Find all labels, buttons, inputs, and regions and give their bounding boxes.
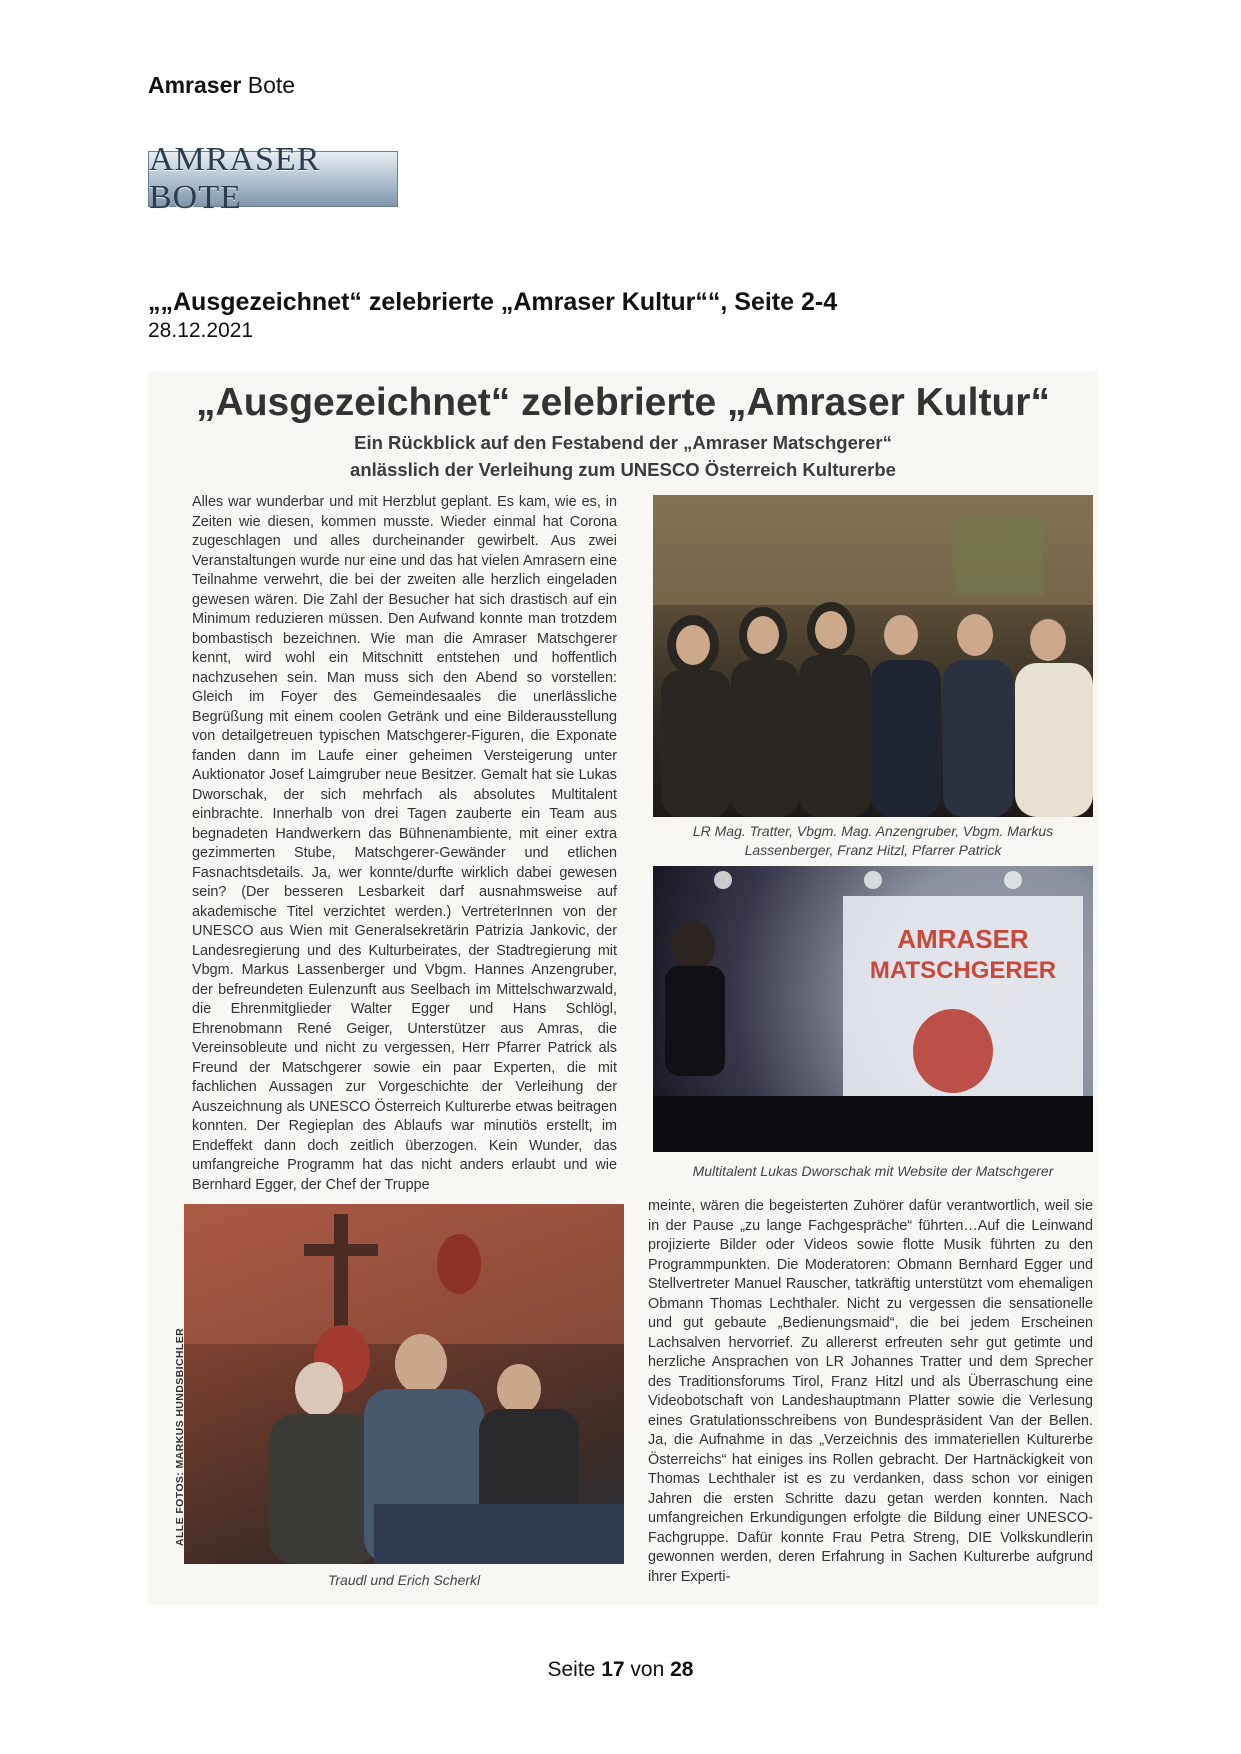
photo-interview xyxy=(184,1204,624,1564)
article-column-2: meinte, wären die begeisterten Zuhörer dafür verantwortlich, weil sie in der Pause „zu lange Fachgespräche“ führten…Auf die Leinwand projizierte Bilder oder Videos sowie flotte Musik führten zu den Programmpunkten. Die Moderatoren: Obmann Bernhard Egger und Stellvertreter Manuel Rauscher, tatkräftig unterstützt vom ehemaligen Obmann Thomas Lechthaler. Nicht zu vergessen die sensationelle und gut gebaute „Bedienungsmaid“, die bei jedem Erscheinen Lachsalven hervorrief. Zu allererst erfreuten sehr gut getimte und herzliche Ansprachen von LR Johannes Tratter und dem Sprecher des Traditionsforums Tirol, Franz Hitzl und als Überraschung eine Videobotschaft von Landeshauptmann Platter sowie die Verlesung eines Gratulationsschreibens von Bundespräsident Van der Bellen. Ja, die Aufnahme in das „Verzeichnis des immateriellen Kulturerbe Österreichs“ hat einiges ins Rollen gebracht. Der Hartnäckigkeit von Thomas Lechthaler ist es zu verdanken, dass schon vor einigen Jahren die ersten Schritte dazu getan werden konnten. Nach umfangreichen Erkundigungen erfolgte die Bildung einer UNESCO-Fachgruppe. Dafür konnte Frau Petra Streng, DIE Volkskundlerin gewonnen werden, deren Erfahrung in Sachen Kulturerbe aufgrund ihrer Experti- xyxy=(648,1198,1093,1585)
footer-middle: von xyxy=(630,1658,665,1681)
interview-illustration xyxy=(184,1204,624,1564)
footer-total-pages: 28 xyxy=(670,1658,694,1681)
subheading-line-1: Ein Rückblick auf den Festabend der „Amraser Matschgerer“ xyxy=(354,432,892,453)
article-column-1: Alles war wunderbar und mit Herzblut geplant. Es kam, wie es, in Zeiten wie diesen, kommen musste. Wieder einmal hat Corona zugeschlagen und alles durcheinander gewirbelt. Aus zwei Veranstaltungen wurde nur eine und das hat vielen Amrasern eine Teilnahme verwehrt, die bei der zweiten alle herzlich eingeladen gewesen wären. Die Zahl der Besucher hat sich drastisch auf ein Minimum reduzieren müssen. Den Aufwand konnte man trotzdem bombastisch bezeichnen. Wie man die Amraser Matschgerer kennt, wird wohl ein Mitschnitt entstehen und hoffentlich nachzusehen sein. Man muss sich den Abend so vorstellen: Gleich im Foyer des Gemeindesaales die unerlässliche Begrüßung mit einem coolen Getränk und eine Bilderausstellung von detailgetreuen typischen Matschgerer-Figuren, die Exponate fanden dann im Laufe einer geheimen Versteigerung unter Auktionator Josef Laimgruber neue Besitzer. Gemalt hat sie Lukas Dworschak, der sich mehrfach als absolutes Multitalent einbrachte. Innerhalb von drei Tagen zauberte ein Team aus begnadeten Handwerkern das Bühnenambiente, mit einer extra gezimmerten Stube, Matschgerer-Gewänder und etlichen Fasnachtsdetails. Ja, wer konnte/durfte wirklich dabei gewesen sein? (Der besseren Lesbarkeit darf ausnahmsweise auf akademische Titel verzichtet werden.) VertreterInnen von der UNESCO aus Wien mit Generalsekretärin Patrizia Jankovic, der Landesregierung und des Kulturbeirates, der Stadtregierung mit Vbgm. Markus Lassenberger und Vbgm. Hannes Anzengruber, der befreundeten Eulenzunft aus Seelbach im Mittelschwarzwald, die Ehrenmitglieder Walter Egger und Hans Schlögl, Ehrenobmann René Geiger, Unterstützer aus Amras, die Vereinsobleute und nicht zu vergessen, Herr Pfarrer Patrick als Freund der Matschgerer sowie ein paar Experten, die mit fachlichen Aussagen zur Vorgeschichte der Verleihung der Auszeichnung als UNESCO Österreich Kulturerbe etwas beitragen konnten. Der Regieplan des Ablaufs war minutiös erstellt, im Endeffekt dann doch zeitlich überzogen. Kein Wunder, das umfangreiche Programm hat das nicht anders erlaubt und wie Bernhard Egger, der Chef der Truppe xyxy=(192,494,617,1193)
article-subheading xyxy=(148,429,1098,483)
article-headline: „Ausgezeichnet“ zelebrierte „Amraser Kultur“ xyxy=(196,381,1050,424)
page-footer xyxy=(0,1658,1241,1682)
caption-interview: Traudl und Erich Scherkl xyxy=(327,1572,481,1588)
footer-prefix: Seite xyxy=(547,1658,596,1681)
footer-page-number: 17 xyxy=(601,1658,625,1681)
photo-stage xyxy=(653,866,1093,1152)
logo-text: AMRASER BOTE xyxy=(149,141,321,216)
screen-text-line-2: MATSCHGERER xyxy=(869,957,1057,984)
caption-audience-line-1: LR Mag. Tratter, Vbgm. Mag. Anzengruber, Vbgm. Markus xyxy=(692,823,1054,839)
publication-name-bold: Amraser xyxy=(148,72,242,98)
stage-illustration xyxy=(653,866,1093,1152)
caption-audience-line-2: Lassenberger, Franz Hitzl, Pfarrer Patrick xyxy=(744,842,1002,858)
publication-name-rest: Bote xyxy=(247,72,296,98)
document-date: 28.12.2021 xyxy=(148,319,254,342)
publication-name xyxy=(148,72,295,99)
screen-text-line-1: AMRASER xyxy=(897,924,1029,954)
audience-illustration xyxy=(653,495,1093,817)
caption-audience xyxy=(653,822,1093,860)
subheading-line-2: anlässlich der Verleihung zum UNESCO Österreich Kulturerbe xyxy=(350,459,896,480)
document-title: „„Ausgezeichnet“ zelebrierte „Amraser Kultur““, Seite 2-4 xyxy=(148,288,838,316)
caption-stage: Multitalent Lukas Dworschak mit Website der Matschgerer xyxy=(692,1163,1054,1179)
photo-credit: ALLE FOTOS: MARKUS HUNDSBICHLER xyxy=(174,1327,186,1546)
publication-logo xyxy=(148,141,398,216)
newspaper-clipping xyxy=(148,371,1098,1605)
photo-audience xyxy=(653,495,1093,817)
